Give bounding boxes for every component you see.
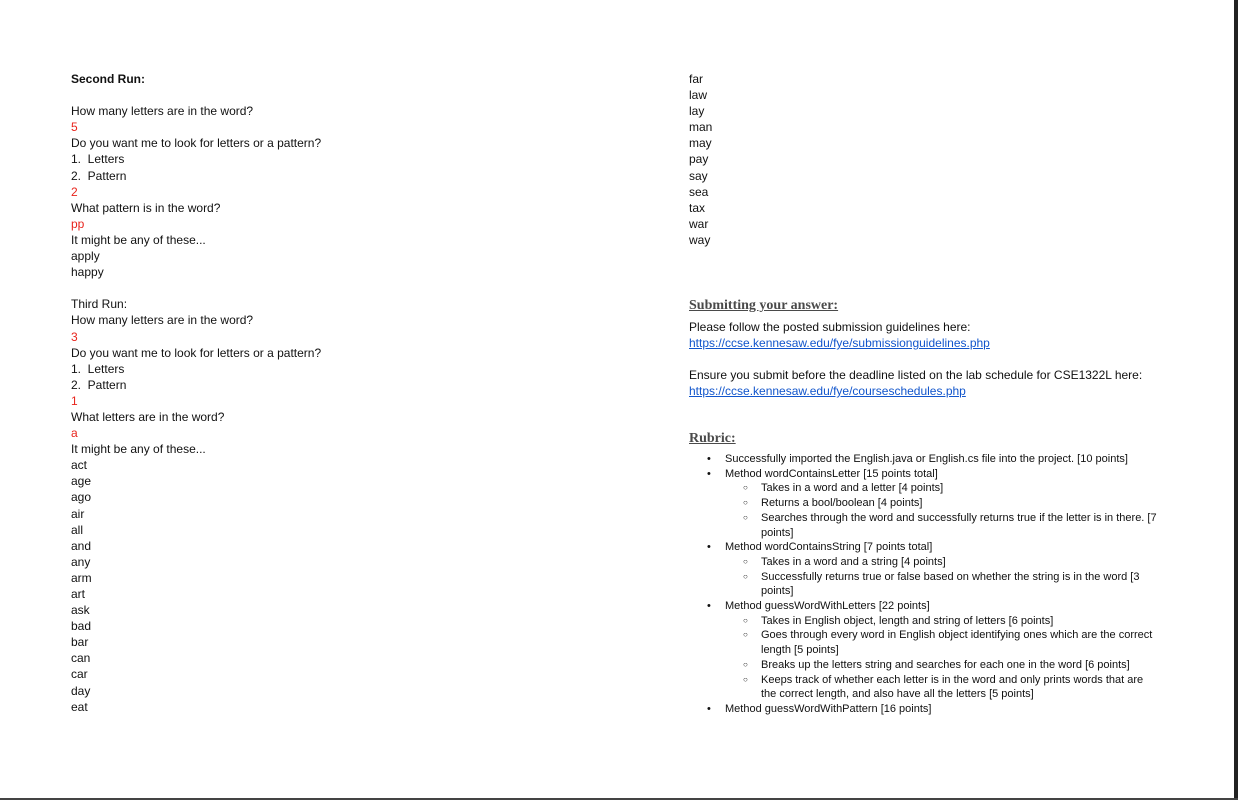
output-line: air bbox=[71, 506, 85, 521]
rubric-sub-list bbox=[725, 481, 1159, 540]
rubric-item bbox=[689, 452, 1159, 467]
output-line: age bbox=[71, 474, 92, 489]
rubric-item-text: Method guessWordWithLetters [22 points] bbox=[725, 600, 930, 613]
rubric-sub-item: ○ Takes in English object, length and string of letters [6 points] bbox=[725, 614, 1159, 629]
output-line: It might be any of these... bbox=[71, 442, 206, 457]
word-list-continued bbox=[689, 71, 889, 248]
output-line: 1. Letters bbox=[71, 361, 125, 376]
word-list-item: sea bbox=[689, 184, 709, 199]
output-line: Do you want me to look for letters or a pattern? bbox=[71, 136, 322, 151]
sample-runs-column bbox=[71, 71, 631, 715]
output-line: How many letters are in the word? bbox=[71, 104, 254, 119]
guidelines-link[interactable]: https://ccse.kennesaw.edu/fye/submissionguidelines.php bbox=[689, 336, 990, 350]
rubric-sub-list bbox=[725, 555, 1159, 599]
rubric-sub-item: ○ Keeps track of whether each letter is in the word and only prints words that are the correct length, and also have all the letters [5 points] bbox=[725, 673, 1159, 702]
submitting-heading: Submitting your answer: bbox=[689, 298, 839, 313]
output-line: day bbox=[71, 683, 91, 698]
output-line: Do you want me to look for letters or a pattern? bbox=[71, 345, 322, 360]
output-line: 1. Letters bbox=[71, 152, 125, 167]
word-list-item: far bbox=[689, 72, 704, 86]
user-input-line: pp bbox=[71, 216, 85, 231]
user-input-line: 5 bbox=[71, 120, 78, 135]
output-line: and bbox=[71, 538, 92, 553]
output-line: How many letters are in the word? bbox=[71, 313, 254, 328]
output-line: 2. Pattern bbox=[71, 168, 127, 183]
output-line: It might be any of these... bbox=[71, 232, 206, 247]
word-list-item: tax bbox=[689, 200, 706, 215]
rubric-sub-item: ○ Takes in a word and a letter [4 points] bbox=[725, 481, 1159, 496]
spacer bbox=[71, 280, 631, 296]
deadline-text: Ensure you submit before the deadline listed on the lab schedule for CSE1322L here: bbox=[689, 368, 1143, 382]
rubric-sub-item: ○ Returns a bool/boolean [4 points] bbox=[725, 496, 1159, 511]
user-input-line: a bbox=[71, 426, 78, 441]
second-run-output bbox=[71, 103, 631, 280]
deadline-link[interactable]: https://ccse.kennesaw.edu/fye/courseschedules.php bbox=[689, 384, 966, 398]
rubric-sub-item: ○ Successfully returns true or false based on whether the string is in the word [3 points] bbox=[725, 570, 1159, 599]
third-run-title: Third Run: bbox=[71, 297, 128, 312]
submitting-section bbox=[689, 297, 1209, 399]
output-line: act bbox=[71, 458, 88, 473]
rubric-list bbox=[689, 452, 1159, 717]
word-list-item: lay bbox=[689, 104, 705, 119]
rubric-sub-item: ○ Breaks up the letters string and searches for each one in the word [6 points] bbox=[725, 658, 1159, 673]
word-list-item: war bbox=[689, 216, 709, 231]
output-line: ago bbox=[71, 490, 92, 505]
rubric-item bbox=[689, 599, 1159, 702]
word-list-item: way bbox=[689, 232, 711, 247]
output-line: ask bbox=[71, 603, 90, 618]
rubric-item bbox=[689, 540, 1159, 599]
guidelines-text: Please follow the posted submission guidelines here: bbox=[689, 320, 971, 334]
user-input-line: 3 bbox=[71, 329, 78, 344]
word-list-item: say bbox=[689, 168, 708, 183]
rubric-section bbox=[689, 430, 1159, 717]
output-line: all bbox=[71, 522, 84, 537]
rubric-item-text: Method wordContainsString [7 points total] bbox=[725, 541, 933, 554]
user-input-line: 1 bbox=[71, 393, 78, 408]
output-line: 2. Pattern bbox=[71, 377, 127, 392]
output-line: any bbox=[71, 554, 91, 569]
word-list-item: man bbox=[689, 120, 713, 135]
rubric-item bbox=[689, 702, 1159, 717]
rubric-item-text: Method guessWordWithPattern [16 points] bbox=[725, 702, 932, 715]
output-line: eat bbox=[71, 699, 88, 714]
rubric-item-text: Method wordContainsLetter [15 points total] bbox=[725, 467, 938, 480]
output-line: art bbox=[71, 587, 86, 601]
output-line: can bbox=[71, 651, 91, 666]
third-run-output bbox=[71, 312, 631, 714]
second-run-title: Second Run: bbox=[71, 72, 145, 86]
output-line: arm bbox=[71, 570, 92, 585]
word-list-item: law bbox=[689, 88, 708, 103]
spacer bbox=[71, 87, 631, 103]
page-right-edge bbox=[1234, 0, 1238, 800]
word-list-item: pay bbox=[689, 152, 709, 167]
rubric-item-text: Successfully imported the English.java or English.cs file into the project. [10 points] bbox=[725, 453, 1128, 465]
rubric-sub-item: ○ Takes in a word and a string [4 points] bbox=[725, 555, 1159, 570]
output-line: happy bbox=[71, 265, 104, 280]
rubric-heading: Rubric: bbox=[689, 431, 736, 446]
rubric-sub-list bbox=[725, 614, 1159, 702]
user-input-line: 2 bbox=[71, 184, 78, 199]
rubric-sub-item: ○ Searches through the word and successfully returns true if the letter is in there. [7 points] bbox=[725, 511, 1159, 540]
rubric-item bbox=[689, 467, 1159, 541]
output-line: car bbox=[71, 667, 88, 682]
output-line: What pattern is in the word? bbox=[71, 200, 221, 215]
output-line: bad bbox=[71, 619, 92, 634]
word-list-item: may bbox=[689, 136, 712, 151]
output-line: bar bbox=[71, 635, 89, 650]
rubric-sub-item: ○ Goes through every word in English object identifying ones which are the correct length [5 points] bbox=[725, 628, 1159, 657]
output-line: apply bbox=[71, 249, 100, 264]
output-line: What letters are in the word? bbox=[71, 409, 225, 424]
